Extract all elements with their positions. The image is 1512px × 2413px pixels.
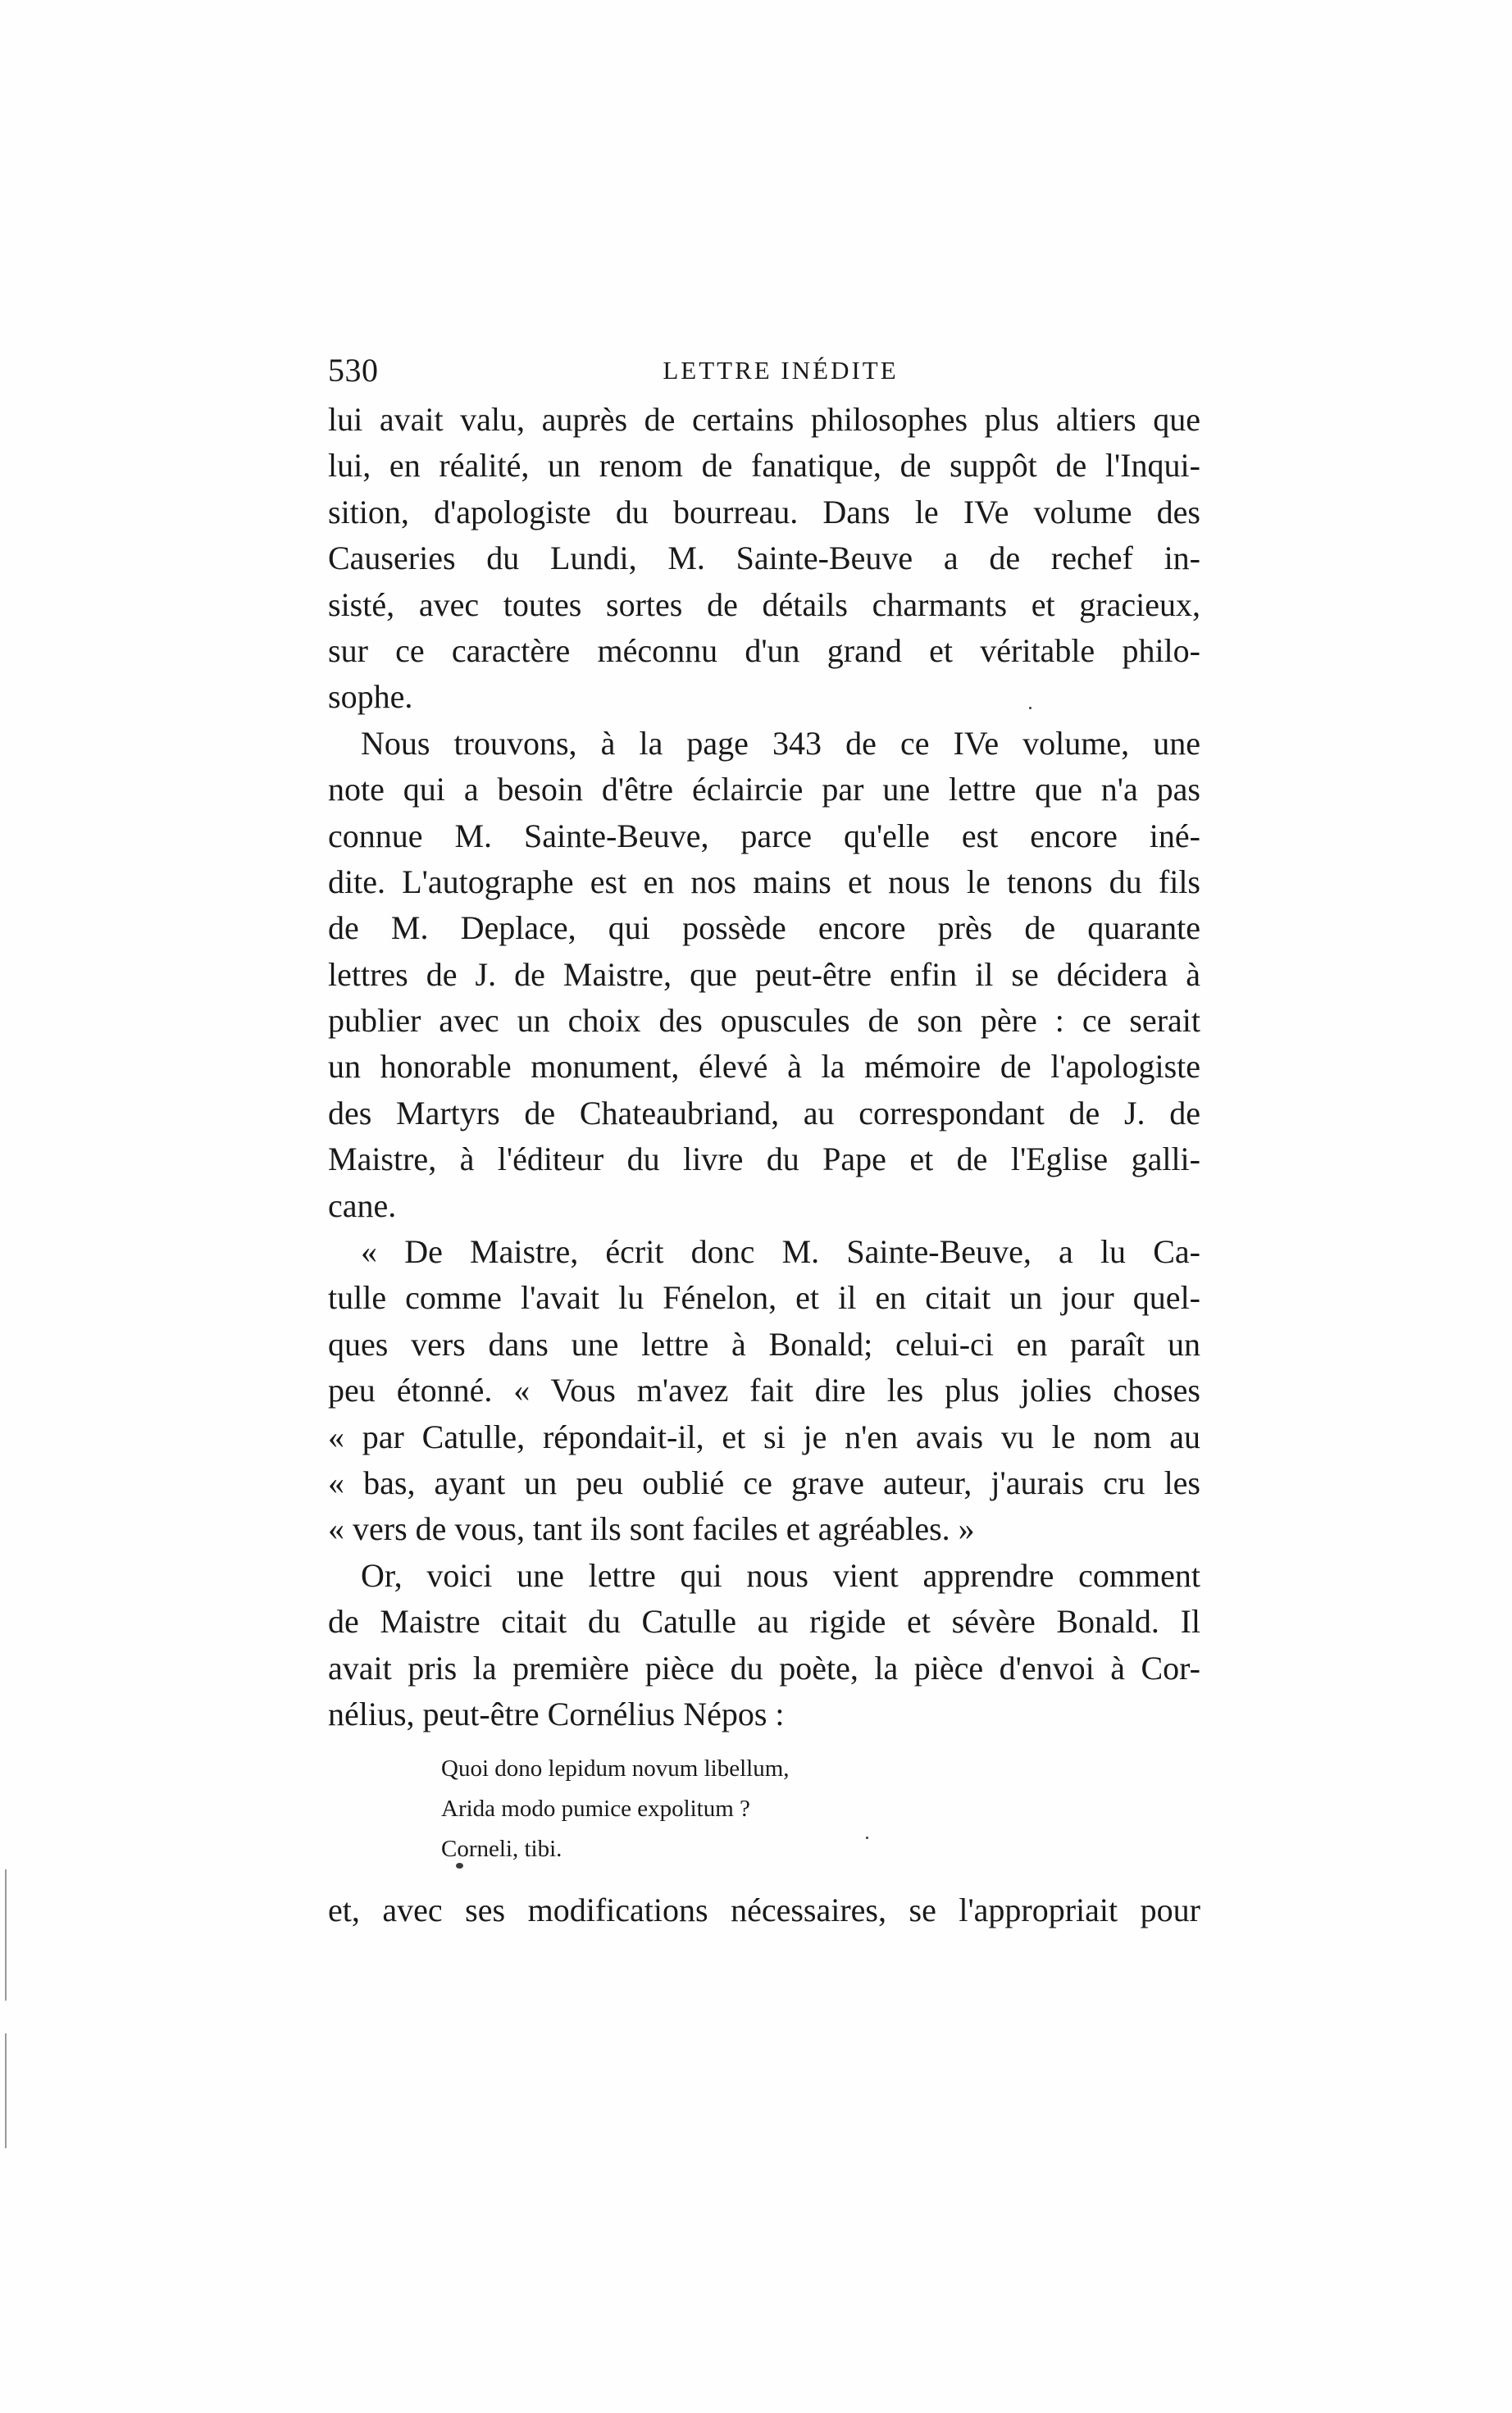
verse-quotation [441, 1749, 1200, 1869]
text-line: dite. L'autographe est en nos mains et nous le tenons du fils [328, 863, 1200, 900]
text-line: sition, d'apologiste du bourreau. Dans le IVe volume des [328, 493, 1200, 530]
text-line: « De Maistre, écrit donc M. Sainte-Beuve, a lu Ca- [361, 1233, 1200, 1271]
text-line: et, avec ses modifications nécessaires, se l'appropriait pour [328, 1892, 1200, 1929]
verse-line: Arida modo pumice expolitum ? [441, 1796, 750, 1823]
text-line: des Martyrs de Chateaubriand, au correspondant de J. de [328, 1094, 1200, 1131]
text-line: nélius, peut-être Cornélius Népos : [328, 1695, 785, 1732]
text-line: ques vers dans une lettre à Bonald; celui-ci en paraît un [328, 1325, 1200, 1363]
text-line: de Maistre citait du Catulle au rigide et sévère Bonald. Il [328, 1603, 1200, 1641]
scan-edge-mark [5, 2033, 7, 2148]
text-line: connue M. Sainte-Beuve, parce qu'elle est encore iné- [328, 817, 1200, 854]
body-text [328, 397, 1200, 1934]
text-line: « bas, ayant un peu oublié ce grave auteur, j'aurais cru les [328, 1464, 1200, 1501]
paragraph [328, 397, 1200, 721]
text-line: sisté, avec toutes sortes de détails charmants et gracieux, [328, 585, 1200, 623]
text-line: lettres de J. de Maistre, que peut-être enfin il se décidera à [328, 955, 1200, 993]
text-line: « par Catulle, répondait-il, et si je n'en avais vu le nom au [328, 1418, 1200, 1455]
text-line: sur ce caractère méconnu d'un grand et véritable philo- [328, 631, 1200, 669]
text-line: note qui a besoin d'être éclaircie par une lettre que n'a pas [328, 771, 1200, 808]
ink-speck [1029, 707, 1032, 709]
paragraph [328, 1553, 1200, 1738]
text-line: lui avait valu, auprès de certains philosophes plus altiers que [328, 401, 1200, 438]
text-line: tulle comme l'avait lu Fénelon, et il en citait un jour quel- [328, 1279, 1200, 1317]
ink-speck [866, 1837, 868, 1839]
text-line: Maistre, à l'éditeur du livre du Pape et de l'Eglise galli- [328, 1140, 1200, 1178]
scan-edge-mark [5, 1869, 7, 2001]
text-line: sophe. [328, 678, 413, 716]
running-title: LETTRE INÉDITE [663, 356, 899, 385]
text-line: lui, en réalité, un renom de fanatique, de suppôt de l'Inqui- [328, 447, 1200, 485]
text-line: Nous trouvons, à la page 343 de ce IVe volume, une [361, 724, 1200, 762]
page-header [328, 351, 1200, 400]
text-line: « vers de vous, tant ils sont faciles et agréables. » [328, 1510, 975, 1548]
text-line: cane. [328, 1186, 397, 1224]
text-line: un honorable monument, élevé à la mémoire de l'apologiste [328, 1048, 1200, 1086]
ink-speck [456, 1863, 463, 1869]
text-line: de M. Deplace, qui possède encore près de quarante [328, 909, 1200, 947]
verse-line: Corneli, tibi. [441, 1836, 562, 1863]
paragraph [328, 721, 1200, 1229]
text-line: avait pris la première pièce du poète, la pièce d'envoi à Cor- [328, 1649, 1200, 1687]
paragraph [328, 1229, 1200, 1553]
text-line: Causeries du Lundi, M. Sainte-Beuve a de rechef in- [328, 540, 1200, 577]
page-number: 530 [328, 352, 379, 389]
text-line: Or, voici une lettre qui nous vient apprendre comment [361, 1556, 1200, 1594]
verse-line: Quoi dono lepidum novum libellum, [441, 1755, 790, 1782]
text-line: peu étonné. « Vous m'avez fait dire les plus jolies choses [328, 1372, 1200, 1409]
text-line: publier avec un choix des opuscules de son père : ce serait [328, 1002, 1200, 1040]
